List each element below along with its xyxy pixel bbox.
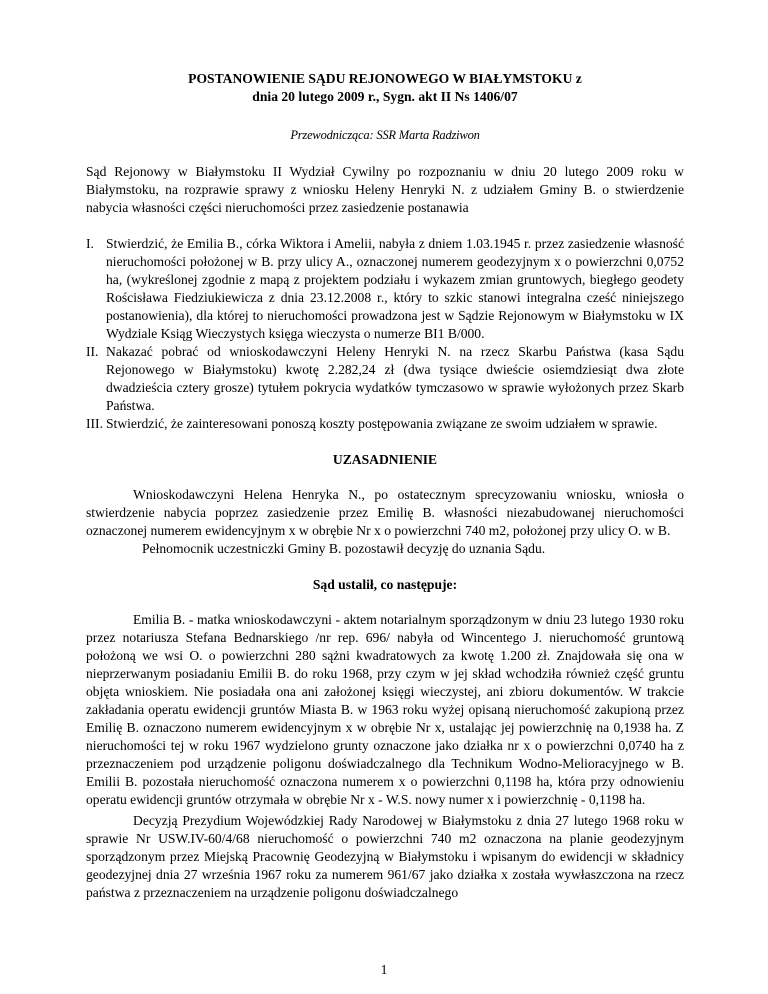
decision-item [86, 343, 684, 415]
justification-paragraph-1: Wnioskodawczyni Helena Henryka N., po ostatecznym sprecyzowaniu wniosku, wniosła o stwierdzenie nabycia poprzez zasiedzenie przez Emilię B. własności niezabudowanej nieruchomości oznaczonej numerem ewidencyjnym x w obrębie Nr x o powierzchni 740 m2, położonej przy ulicy O. w B. [86, 487, 684, 538]
decision-item [86, 235, 684, 343]
findings-paragraph-1: Emilia B. - matka wnioskodawczyni - aktem notarialnym sporządzonym w dniu 23 lutego 1930 roku przez notariusza Stefana Bednarskiego /nr rep. 696/ nabyła od Wincentego J. nieruchomość gruntową położoną we wsi O. o powierzchni 280 sążni kwadratowych za kwotę 1.200 zł. Znajdowała się ona w nieprzerwanym posiadaniu Emilii B. do roku 1968, przy czym w jej skład wchodziła również część gruntu objęta wnioskiem. Nie posiadała ona ani założonej księgi wieczystej, ani zbioru dokumentów. W trakcie zakładania operatu ewidencji gruntów Miasta B. w 1963 roku wyżej opisaną nieruchomość zakupioną przez Emilię B. oznaczono numerem ewidencyjnym x w obrębie Nr x, ustalając jej powierzchnię na 0,1938 ha. Z nieruchomości tej w roku 1967 wydzielono grunty oznaczone jako działka nr x o powierzchni 0,0740 ha z przeznaczeniem pod urządzenie poligonu doświadczalnego dla Technikum Wodno-Melioracyjnego w B. Emilii B. pozostała nieruchomość oznaczona numerem x o powierzchni 0,1198 ha, która przy odnowieniu operatu ewidencji gruntów otrzymała w obrębie Nr x - W.S. nowy numer x i powierzchnię - 0,1198 ha. [86, 612, 684, 807]
decision-text: Stwierdzić, że zainteresowani ponoszą koszty postępowania związane ze swoim udziałem w sprawie. [106, 416, 658, 431]
decision-item [86, 415, 684, 433]
intro-paragraph: Sąd Rejonowy w Białymstoku II Wydział Cywilny po rozpoznaniu w dniu 20 lutego 2009 roku w Białymstoku, na rozprawie sprawy z wniosku Heleny Henryki N. z udziałem Gminy B. o stwierdzenie nabycia własności części nieruchomości przez zasiedzenie postanawia [86, 164, 684, 215]
findings-heading: Sąd ustalił, co następuje: [312, 577, 458, 592]
decision-text: Nakazać pobrać od wnioskodawczyni Heleny Henryki N. na rzecz Skarbu Państwa (kasa Sądu Rejonowego w Białymstoku) kwotę 2.282,24 zł (dwa tysiące dwieście osiemdziesiąt dwa złote dwadzieścia cztery grosze) tytułem pokrycia wydatków tymczasowo w sprawie wyłożonych przez Skarb Państwa. [106, 344, 684, 413]
decision-number: I. [86, 236, 94, 251]
decision-number: II. [86, 344, 99, 359]
document-page [86, 70, 684, 902]
decision-number: III. [86, 416, 103, 431]
decision-text: Stwierdzić, że Emilia B., córka Wiktora i Amelii, nabyła z dniem 1.03.1945 r. przez zasiedzenie własność nieruchomości położonej w B. przy ulicy A., oznaczonej numerem geodezyjnym x o powierzchni 0,0752 ha, (wykreślonej zgodnie z mapą z projektem podziału i wykazem zmian gruntowych, biegłego geodety Rościsława Fiedziukiewicza z dnia 23.12.2008 r., który to szkic stanowi integralna cześć niniejszego postanowienia), dla której to nieruchomości prowadzona jest w Sądzie Rejonowym w Białymstoku w IX Wydziale Ksiąg Wieczystych księga wieczysta o numerze BI1 B/000. [106, 236, 684, 341]
title-line-2: dnia 20 lutego 2009 r., Sygn. akt II Ns 1406/07 [252, 89, 518, 104]
page-number: 1 [380, 962, 388, 977]
justification-heading: UZASADNIENIE [332, 452, 438, 467]
presiding-judge: Przewodnicząca: SSR Marta Radziwon [290, 128, 480, 142]
title-line-1: POSTANOWIENIE SĄDU REJONOWEGO W BIAŁYMSTOKU z [188, 71, 582, 86]
findings-paragraph-2: Decyzją Prezydium Wojewódzkiej Rady Narodowej w Białymstoku z dnia 27 lutego 1968 roku w sprawie Nr USW.IV-60/4/68 nieruchomość o powierzchni 740 m2 oznaczona na planie geodezyjnym sporządzonym przez Miejską Pracownię Geodezyjną w Białymstoku i wpisanym do ewidencji w składnicy geodezyjnej dnia 27 września 1967 roku za numerem 961/67 jako działka x została wywłaszczona na rzecz państwa z przeznaczeniem na urządzenie poligonu doświadczalnego [86, 813, 684, 900]
decision-list [86, 235, 684, 433]
justification-paragraph-2: Pełnomocnik uczestniczki Gminy B. pozostawił decyzję do uznania Sądu. [142, 541, 546, 556]
document-title [86, 70, 684, 106]
